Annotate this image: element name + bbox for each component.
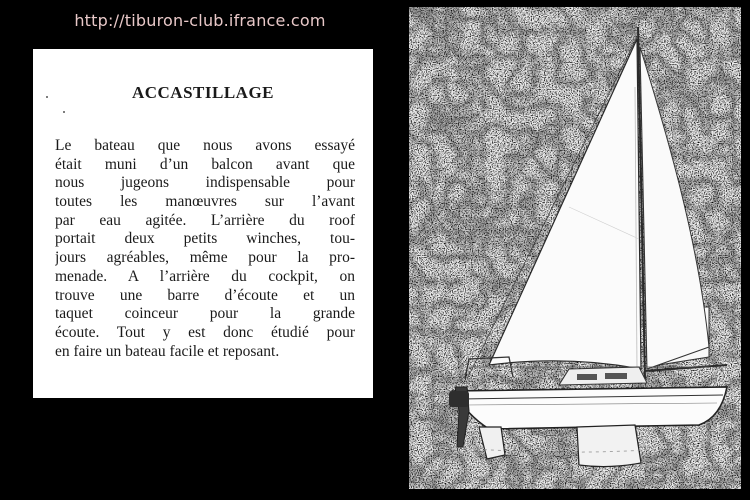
sailboat-photo [409, 7, 741, 489]
article-line: Le bateau que nous avons essayé [55, 137, 355, 154]
print-speck [63, 111, 65, 113]
article-line: jours agréables, même pour la pro- [55, 249, 355, 267]
article-line: était muni d’un balcon avant que [55, 155, 355, 173]
article-line: portait deux petits winches, tou- [55, 230, 355, 248]
article-line: taquet coinceur pour la grande [55, 305, 355, 323]
article-line: par eau agitée. L’arrière du roof [55, 211, 355, 229]
porthole [605, 373, 627, 379]
outboard-cowling [449, 391, 469, 407]
bilge-keel [577, 425, 641, 467]
article-line: toutes les manœuvres sur l’avant [55, 193, 355, 211]
article-body [55, 137, 355, 361]
article-line: trouve une barre d’écoute et un [55, 286, 355, 304]
sailboat-illustration [409, 7, 741, 489]
article-line: écoute. Tout y est donc étudié pour [55, 323, 355, 341]
article-line: menade. A l’arrière du cockpit, on [55, 267, 355, 285]
article-line: en faire un bateau facile et reposant. [55, 342, 280, 360]
hull [453, 387, 727, 429]
article-line: nous jugeons indispensable pour [55, 174, 355, 192]
porthole [577, 374, 597, 380]
cabin-roof [559, 367, 647, 385]
article-text-panel [33, 49, 373, 398]
article-heading: ACCASTILLAGE [131, 83, 275, 102]
site-url: http://tiburon-club.ifrance.com [74, 11, 326, 30]
